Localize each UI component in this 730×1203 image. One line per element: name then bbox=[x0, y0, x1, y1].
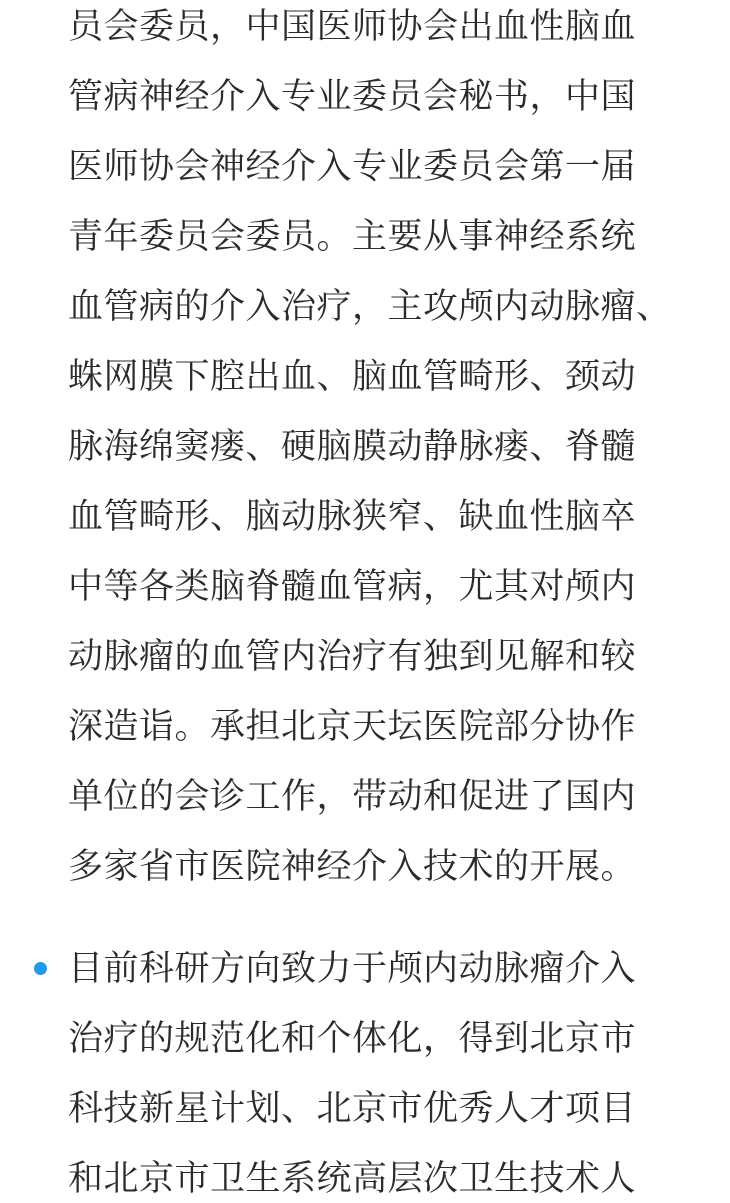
text-line: 目前科研方向致力于颅内动脉瘤介入 bbox=[68, 949, 637, 989]
text-line: 科技新星计划、北京市优秀人才项目 bbox=[68, 1089, 637, 1129]
text-line: 中等各类脑脊髓血管病，尤其对颅内 bbox=[68, 567, 637, 607]
text-line: 青年委员会委员。主要从事神经系统 bbox=[68, 217, 637, 257]
text-line: 治疗的规范化和个体化，得到北京市 bbox=[68, 1019, 637, 1059]
text-line: 脉海绵窦瘘、硬脑膜动静脉瘘、脊髓 bbox=[68, 427, 637, 467]
text-line: 血管畸形、脑动脉狭窄、缺血性脑卒 bbox=[68, 497, 637, 537]
text-line: 医师协会神经介入专业委员会第一届 bbox=[68, 147, 637, 187]
text-line: 单位的会诊工作，带动和促进了国内 bbox=[68, 777, 637, 817]
text-line: 和北京市卫生系统高层次卫生技术人 bbox=[68, 1159, 637, 1199]
text-line: 深造诣。承担北京天坛医院部分协作 bbox=[68, 707, 637, 747]
text-line: 血管病的介入治疗，主攻颅内动脉瘤、 bbox=[68, 287, 672, 327]
text-line: 员会委员，中国医师协会出血性脑血 bbox=[68, 7, 637, 47]
text-line: 多家省市医院神经介入技术的开展。 bbox=[68, 847, 637, 887]
text-line: 动脉瘤的血管内治疗有独到见解和较 bbox=[68, 637, 637, 677]
bullet-dot-icon bbox=[34, 962, 47, 975]
text-line: 蛛网膜下腔出血、脑血管畸形、颈动 bbox=[68, 357, 637, 397]
text-line: 管病神经介入专业委员会秘书，中国 bbox=[68, 77, 637, 117]
